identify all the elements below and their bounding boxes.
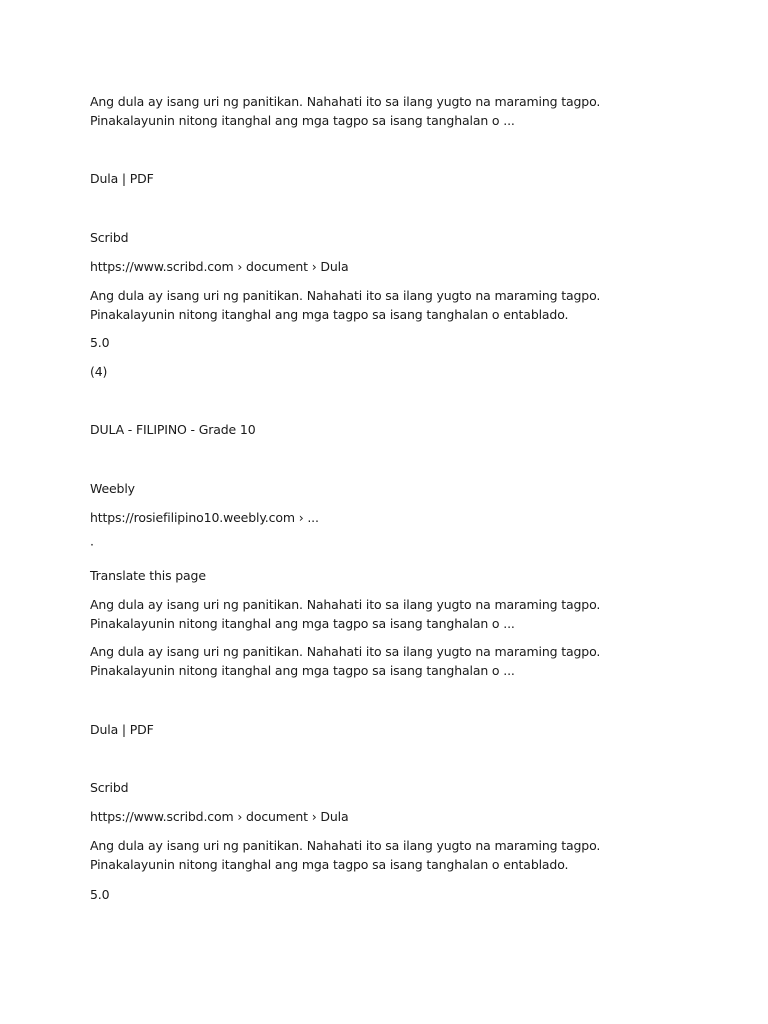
result-snippet: Ang dula ay isang uri ng panitikan. Nahahati ito sa ilang yugto na maraming tagpo. Pinakalayunin nitong itanghal ang mga tagpo sa isang tanghalan o ... (90, 597, 601, 631)
result-source: Scribd (90, 230, 129, 245)
result-url[interactable]: https://www.scribd.com › document › Dula (90, 809, 349, 824)
translate-link[interactable]: Translate this page (90, 568, 206, 583)
result-review-count: (4) (90, 364, 108, 379)
result-snippet: Ang dula ay isang uri ng panitikan. Nahahati ito sa ilang yugto na maraming tagpo. Pinakalayunin nitong itanghal ang mga tagpo sa isang tanghalan o entablado. (90, 838, 601, 872)
result-title[interactable]: Dula | PDF (90, 171, 154, 186)
result-url[interactable]: https://rosiefilipino10.weebly.com › ... (90, 510, 319, 525)
result-url[interactable]: https://www.scribd.com › document › Dula (90, 259, 349, 274)
result-title[interactable]: DULA - FILIPINO - Grade 10 (90, 422, 256, 437)
result-source: Weebly (90, 481, 135, 496)
result-title[interactable]: Dula | PDF (90, 722, 154, 737)
result-rating: 5.0 (90, 335, 110, 350)
result-snippet: Ang dula ay isang uri ng panitikan. Nahahati ito sa ilang yugto na maraming tagpo. Pinakalayunin nitong itanghal ang mga tagpo sa isang tanghalan o ... (90, 644, 601, 678)
separator-dot: · (90, 537, 94, 552)
result-snippet: Ang dula ay isang uri ng panitikan. Nahahati ito sa ilang yugto na maraming tagpo. Pinakalayunin nitong itanghal ang mga tagpo sa isang tanghalan o entablado. (90, 288, 601, 322)
result-source: Scribd (90, 780, 129, 795)
intro-snippet: Ang dula ay isang uri ng panitikan. Nahahati ito sa ilang yugto na maraming tagpo. Pinakalayunin nitong itanghal ang mga tagpo sa isang tanghalan o ... (90, 94, 601, 128)
result-rating: 5.0 (90, 887, 110, 902)
